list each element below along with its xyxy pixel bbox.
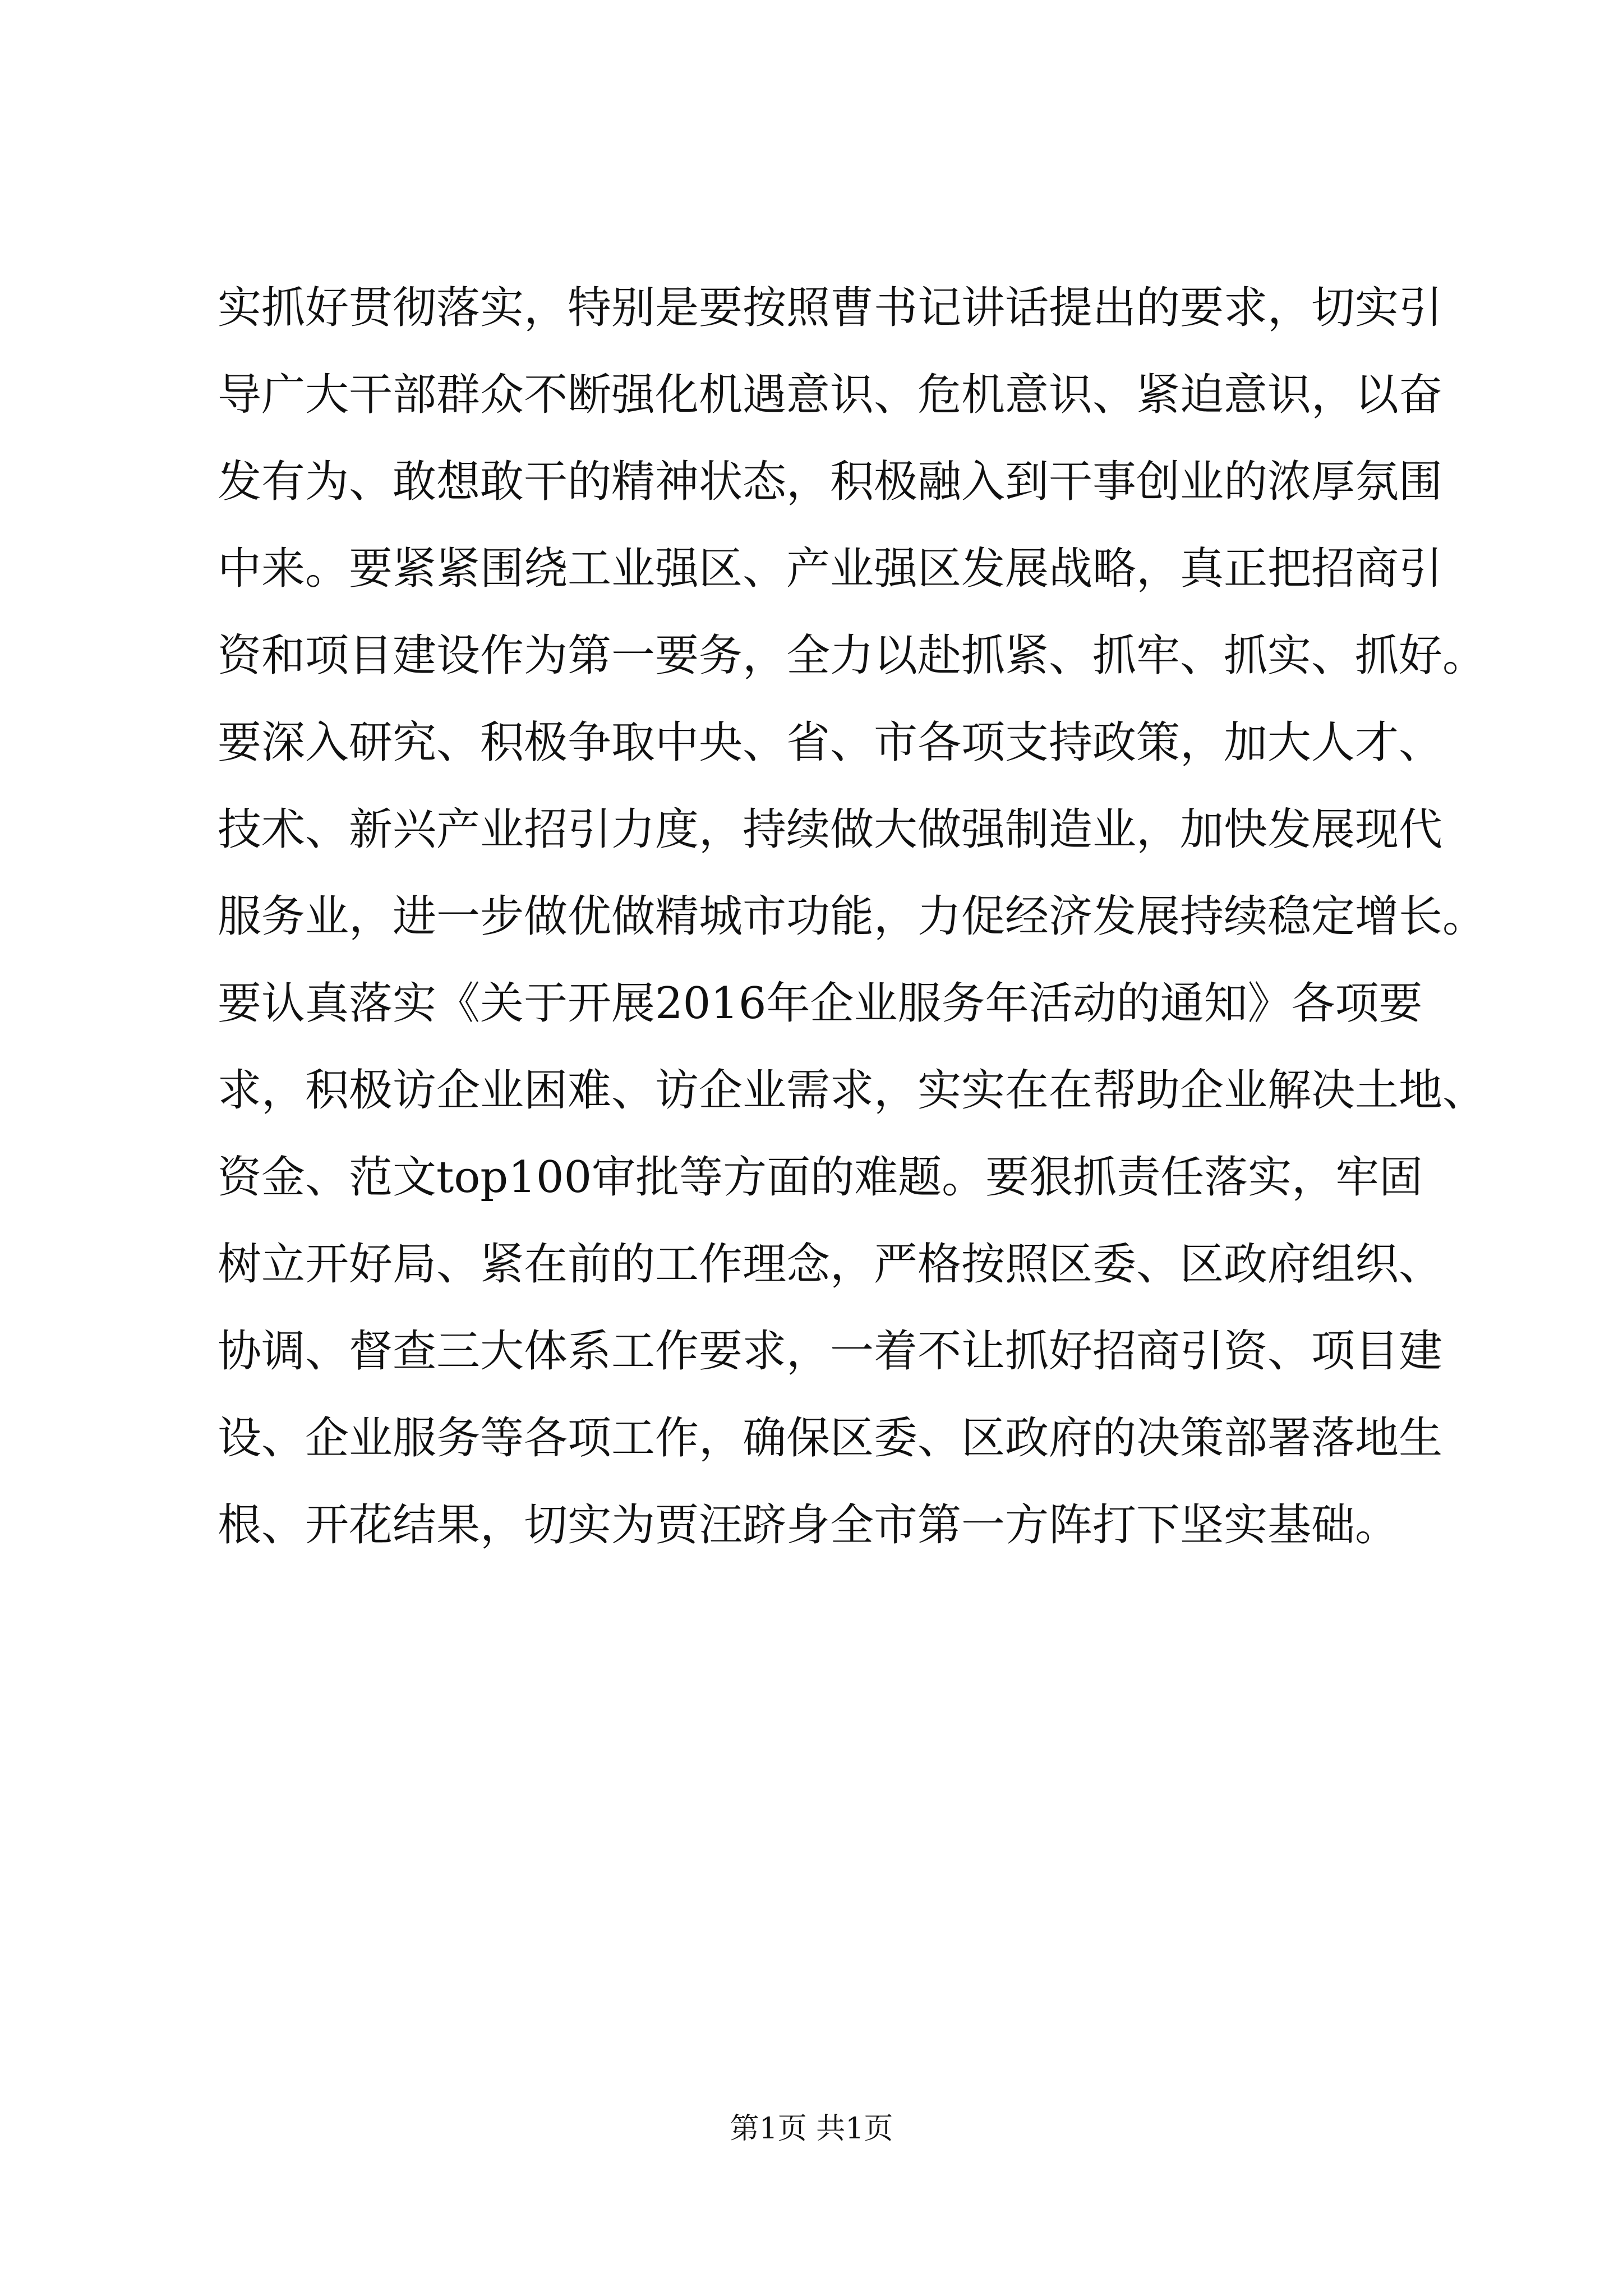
text-line: 实抓好贯彻落实，特别是要按照曹书记讲话提出的要求，切实引	[218, 283, 1443, 333]
text-line: 求，积极访企业困难、访企业需求，实实在在帮助企业解决土地、	[218, 1065, 1487, 1116]
text-line: 树立开好局、紧在前的工作理念，严格按照区委、区政府组织、	[218, 1239, 1443, 1290]
text-line: 服务业，进一步做优做精城市功能，力促经济发展持续稳定增长。	[218, 891, 1487, 942]
text-line: 发有为、敢想敢干的精神状态，积极融入到干事创业的浓厚氛围	[218, 457, 1443, 507]
body-paragraph	[218, 265, 1487, 1569]
text-line: 资金、范文top100审批等方面的难题。要狠抓责任落实，牢固	[218, 1152, 1423, 1203]
text-line: 设、企业服务等各项工作，确保区委、区政府的决策部署落地生	[218, 1413, 1443, 1464]
text-line: 协调、督查三大体系工作要求，一着不让抓好招商引资、项目建	[218, 1326, 1443, 1377]
text-line: 要深入研究、积极争取中央、省、市各项支持政策，加大人才、	[218, 717, 1443, 768]
text-line: 导广大干部群众不断强化机遇意识、危机意识、紧迫意识，以奋	[218, 370, 1443, 420]
text-line: 中来。要紧紧围绕工业强区、产业强区发展战略，真正把招商引	[218, 544, 1443, 594]
text-line: 根、开花结果，切实为贾汪跻身全市第一方阵打下坚实基础。	[218, 1500, 1399, 1550]
text-line: 资和项目建设作为第一要务，全力以赴抓紧、抓牢、抓实、抓好。	[218, 631, 1487, 681]
text-line: 技术、新兴产业招引力度，持续做大做强制造业，加快发展现代	[218, 804, 1443, 855]
page-number-footer: 第1页 共1页	[730, 2112, 893, 2146]
text-line: 要认真落实《关于开展2016年企业服务年活动的通知》各项要	[218, 978, 1423, 1029]
